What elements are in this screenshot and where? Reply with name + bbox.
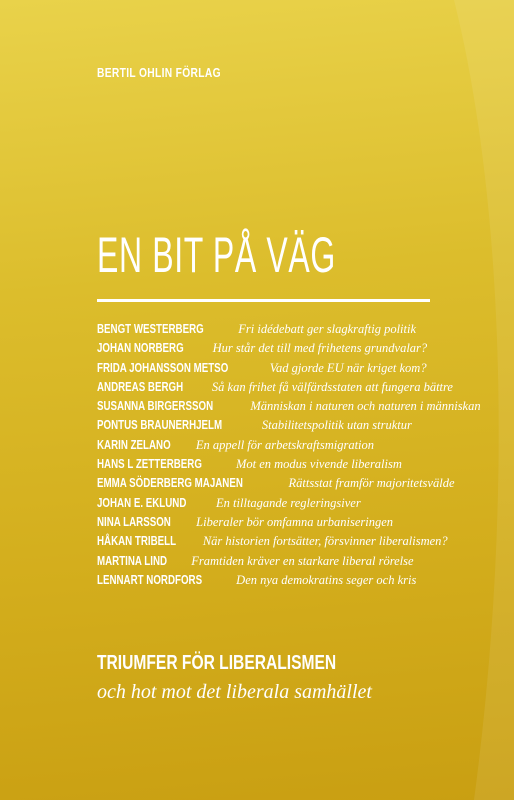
author-name: PONTUS BRAUNERHJELM bbox=[97, 418, 223, 433]
essay-title: Stabilitetspolitik utan struktur bbox=[261, 418, 412, 433]
essay-title: Rättsstat framför majoritetsvälde bbox=[288, 476, 455, 491]
author-name: BENGT WESTERBERG bbox=[97, 322, 204, 336]
essay-title: Vad gjorde EU när kriget kom? bbox=[269, 360, 427, 375]
contributor-item bbox=[97, 512, 507, 531]
subtitle-secondary: och hot mot det liberala samhället bbox=[97, 681, 372, 703]
contributor-item bbox=[97, 531, 507, 550]
contributor-item bbox=[97, 319, 507, 338]
essay-title: Så kan frihet få välfärdsstaten att fungera bättre bbox=[211, 379, 453, 394]
author-name: LENNART NORDFORS bbox=[97, 572, 203, 587]
contributor-item bbox=[97, 338, 507, 357]
contributor-item bbox=[97, 358, 507, 377]
essay-title: En tilltagande regleringsiver bbox=[216, 495, 361, 510]
author-name: SUSANNA BIRGERSSON bbox=[97, 399, 214, 414]
contributor-item bbox=[97, 551, 507, 570]
title-underline bbox=[97, 299, 430, 302]
contributor-item bbox=[97, 377, 507, 396]
essay-title: Liberaler bör omfamna urbaniseringen bbox=[196, 514, 394, 529]
contributor-item bbox=[97, 493, 507, 512]
essay-title: Mot en modus vivende liberalism bbox=[235, 457, 402, 472]
essay-title: Människan i naturen och naturen i människan bbox=[250, 399, 481, 414]
contributor-item bbox=[97, 473, 507, 492]
author-name: ANDREAS BERGH bbox=[97, 379, 184, 394]
author-name: MARTINA LIND bbox=[97, 553, 168, 568]
contributor-item bbox=[97, 396, 507, 415]
publisher-name: BERTIL OHLIN FÖRLAG bbox=[97, 66, 221, 80]
contributor-item bbox=[97, 570, 507, 589]
subtitle-main: TRIUMFER FÖR LIBERALISMEN bbox=[97, 652, 337, 674]
essay-title: Hur står det till med frihetens grundvalar? bbox=[212, 341, 428, 356]
author-name: FRIDA JOHANSSON METSO bbox=[97, 360, 229, 375]
author-name: KARIN ZELANO bbox=[97, 437, 171, 452]
contributor-item bbox=[97, 415, 507, 434]
essay-title: En appell för arbetskraftsmigration bbox=[195, 437, 375, 452]
author-name: NINA LARSSON bbox=[97, 514, 171, 529]
author-name: JOHAN E. EKLUND bbox=[97, 495, 187, 510]
book-title: EN BIT PÅ VÄG bbox=[97, 227, 336, 283]
author-name: HANS L ZETTERBERG bbox=[97, 457, 202, 472]
author-name: HÅKAN TRIBELL bbox=[97, 534, 177, 549]
essay-title: Framtiden kräver en starkare liberal rörelse bbox=[191, 553, 414, 568]
contributor-list bbox=[97, 319, 507, 589]
essay-title: När historien fortsätter, försvinner liberalismen? bbox=[202, 534, 448, 549]
contributor-item bbox=[97, 454, 507, 473]
contributor-item bbox=[97, 435, 507, 454]
essay-title: Den nya demokratins seger och kris bbox=[236, 572, 417, 587]
author-name: JOHAN NORBERG bbox=[97, 341, 184, 356]
author-name: EMMA SÖDERBERG MAJANEN bbox=[97, 476, 243, 491]
essay-title: Fri idédebatt ger slagkraftig politik bbox=[238, 322, 417, 336]
